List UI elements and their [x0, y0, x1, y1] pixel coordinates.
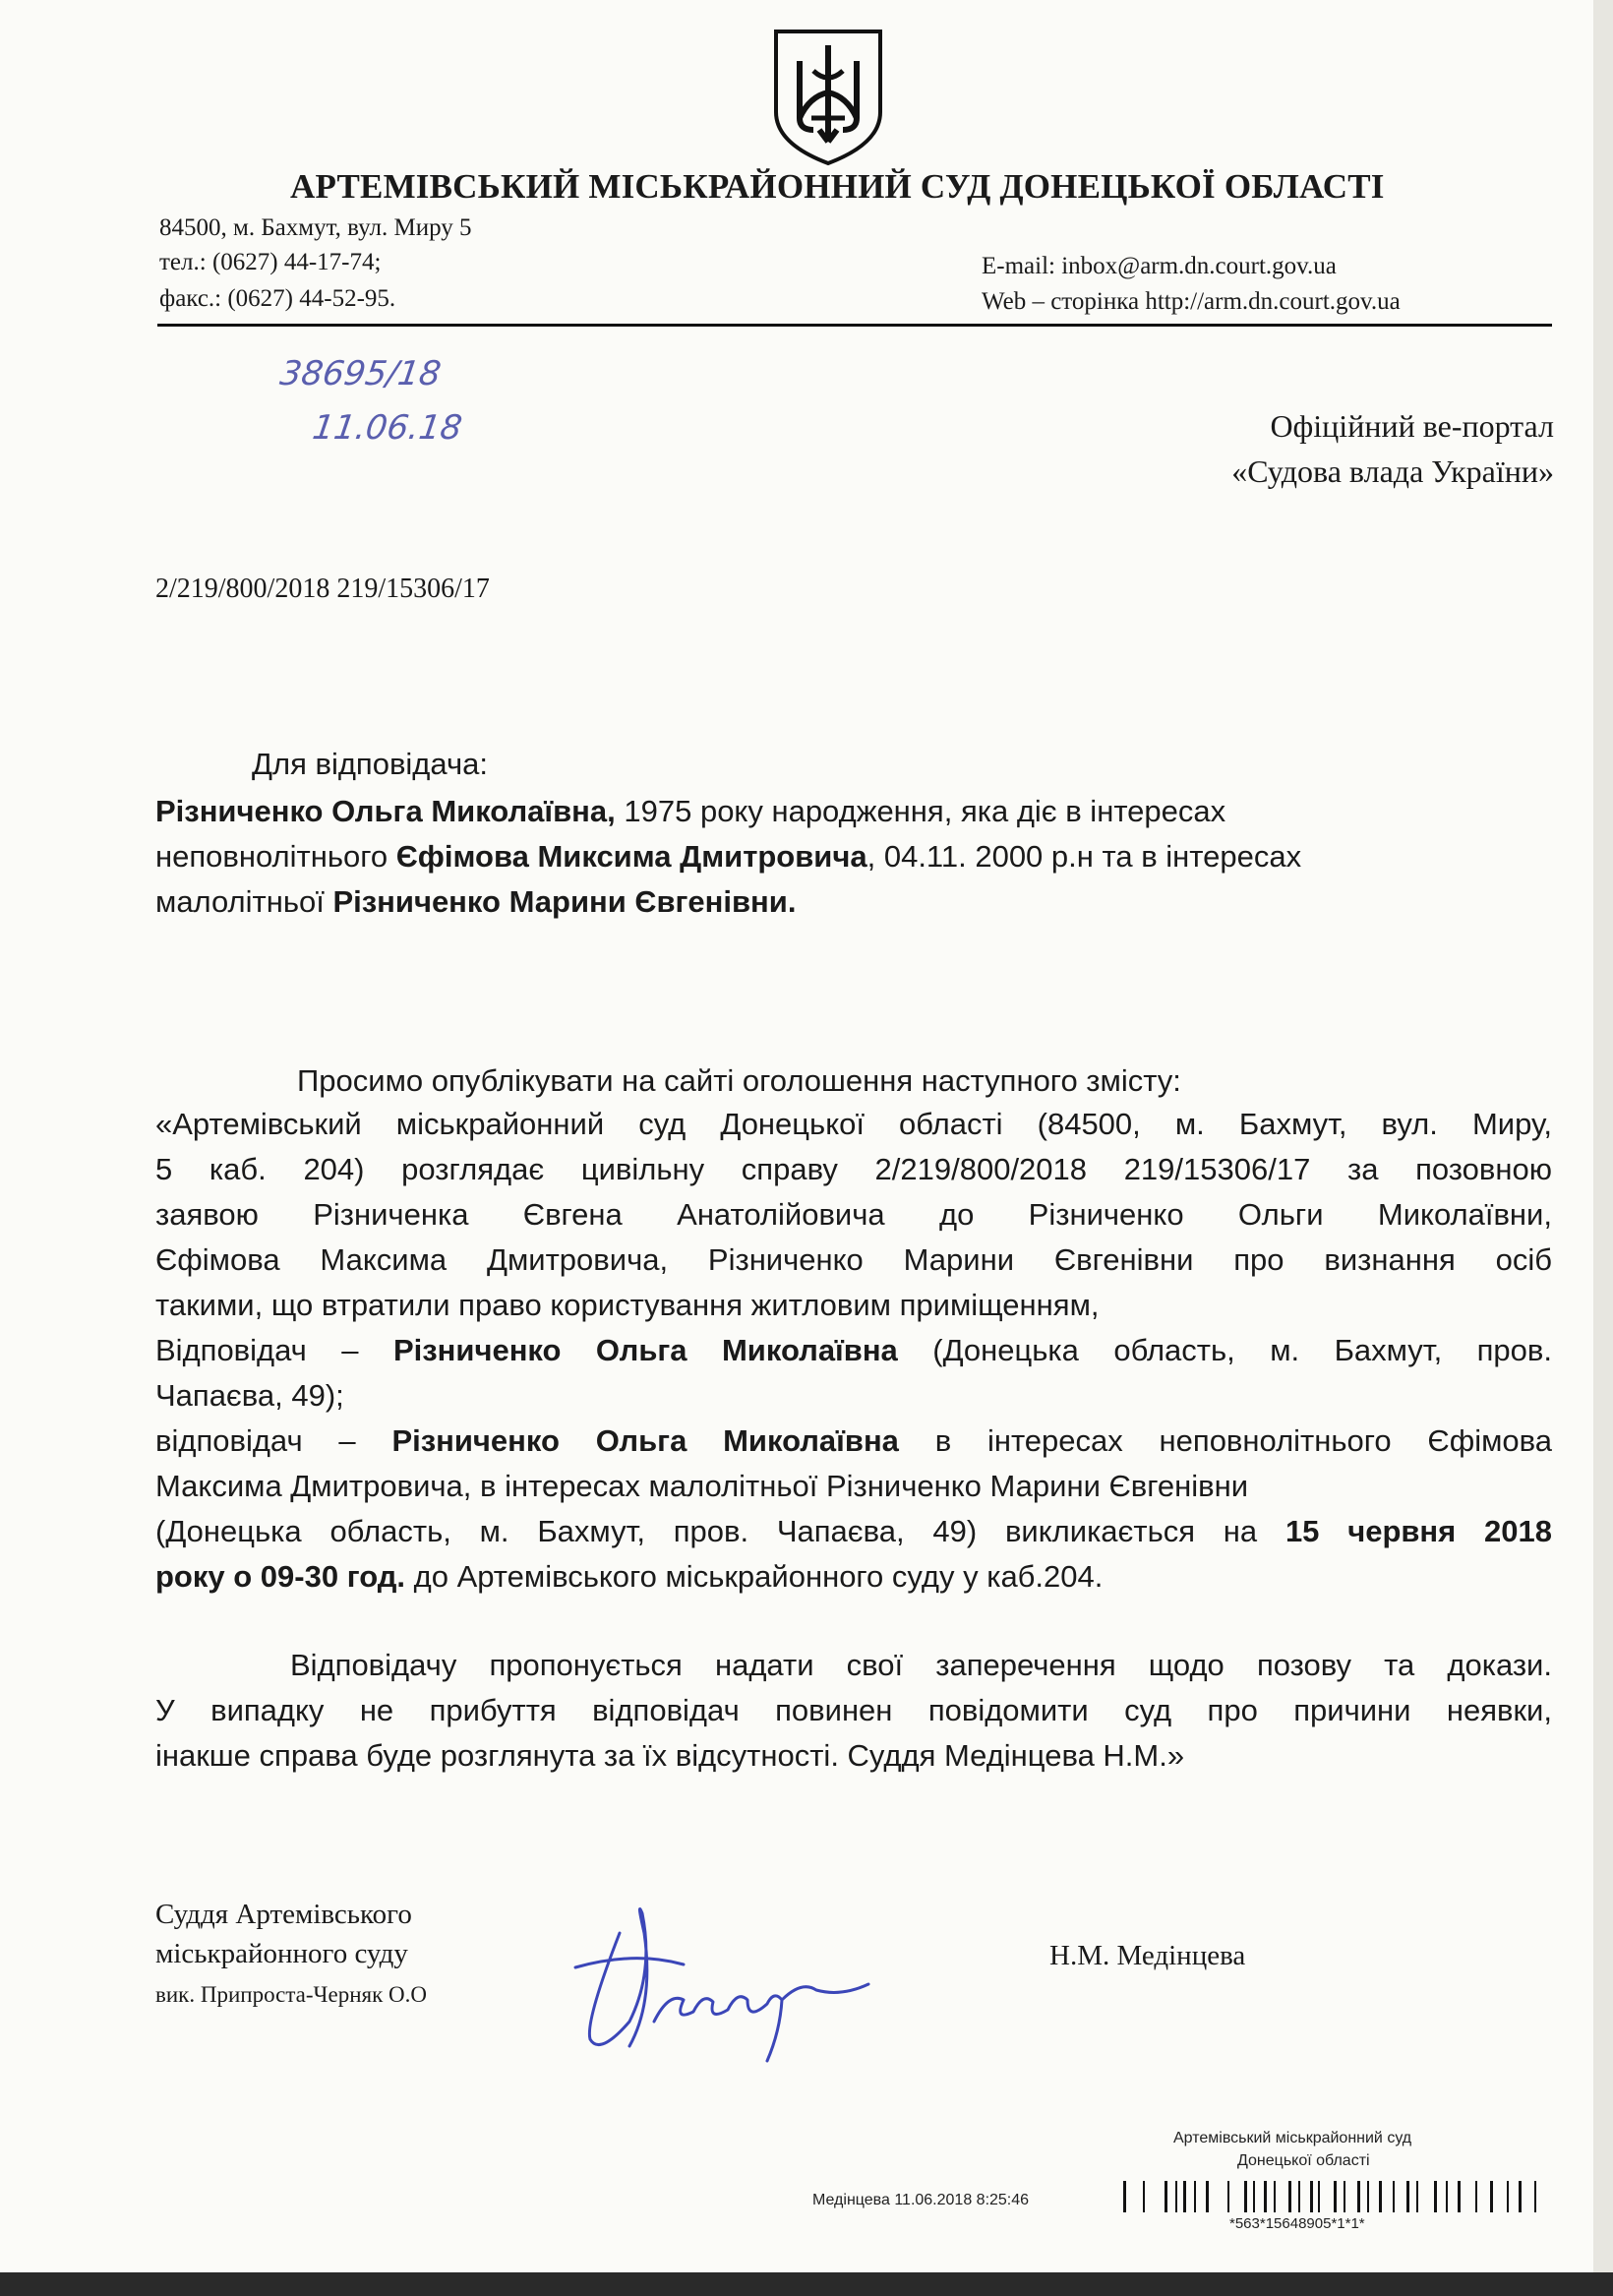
addressee-block: Різниченко Ольга Миколаївна, 1975 року народження, яка діє в інтересах неповнолітнього Єфімова Миксима Дмитровича, 04.11. 2000 р.н та в інтересах малолітньої Різниченко Марини Євгенівни. — [155, 794, 1302, 919]
stamp-court-region: Донецької області — [1237, 2152, 1370, 2169]
stamp-registration: Медінцева 11.06.2018 8:25:46 — [812, 2192, 1030, 2208]
case-number: 2/219/800/2018 219/15306/17 — [155, 574, 490, 604]
handwritten-registration-date: 11.06.18 — [310, 408, 465, 448]
header-divider — [157, 324, 1552, 327]
recipient-line: «Судова влада України» — [1231, 453, 1554, 489]
addressee-intro: Для відповідача: — [252, 747, 488, 781]
court-fax: факс.: (0627) 44-52-95. — [159, 285, 396, 312]
court-email: E-mail: inbox@arm.dn.court.gov.ua — [982, 253, 1337, 279]
handwritten-registration-number: 38695/18 — [277, 354, 444, 393]
announcement-text: «Артемівський міськрайонний суд Донецької області (84500, м. Бахмут, вул. Миру, 5 каб. 204) розглядає цивільну справу 2/219/800/2018 219/15306/17 за позовною заявою Різниченка Євгена Анатолійовича до Різниченко Ольги Миколаївни, Єфімова Максима Дмитровича, Різниченко Марини Євгенівни про визнання осіб такими, що втратили право користування житловим приміщенням, Відповідач – Різниченко Ольга Миколаївна (Донецька область, м. Бахмут, пров. Чапаєва, 49); відповідач – Різниченко Ольга Миколаївна в інтересах неповнолітнього Єфімова Максима Дмитровича, в інтересах малолітньої Різниченко Марини Євгенівни (Донецька область, м. Бахмут, пров. Чапаєва, 49) викликається на 15 червня 2018 року о 09-30 год. до Артемівського міськрайонного суду у каб.204. — [155, 1107, 1553, 1594]
court-address: 84500, м. Бахмут, вул. Миру 5 — [159, 214, 472, 241]
judge-title: Суддя Артемівського — [155, 1899, 412, 1930]
handwritten-signature — [546, 1874, 870, 2071]
executor-name: вик. Припроста-Черняк О.О — [155, 1982, 427, 2007]
scan-edge — [1593, 0, 1613, 2296]
judge-title: міськрайонного суду — [155, 1938, 408, 1969]
stamp-court-name: Артемівський міськрайонний суд — [1173, 2130, 1412, 2146]
closing-paragraph: Відповідачу пропонується надати свої заперечення щодо позову та докази. У випадку не прибуття відповідач повинен повідомити суд про причини неявки, інакше справа буде розглянута за їх відсутності. Суддя Медінцева Н.М.» — [155, 1648, 1552, 1773]
barcode-number: *563*15648905*1*1* — [1229, 2215, 1365, 2232]
barcode — [1121, 2177, 1544, 2216]
court-website: Web – сторінка http://arm.dn.court.gov.ua — [982, 288, 1401, 315]
court-phone: тел.: (0627) 44-17-74; — [159, 249, 382, 275]
coat-of-arms-icon — [770, 28, 886, 167]
court-name: АРТЕМІВСЬКИЙ МІСЬКРАЙОННИЙ СУД ДОНЕЦЬКОЇ ОБЛАСТІ — [290, 167, 1385, 206]
scan-edge — [0, 2272, 1613, 2296]
judge-name: Н.М. Медінцева — [1049, 1940, 1246, 1971]
recipient-line: Офіційний ве-портал — [1270, 408, 1554, 444]
announcement-intro: Просимо опублікувати на сайті оголошення наступного змісту: — [297, 1063, 1181, 1098]
